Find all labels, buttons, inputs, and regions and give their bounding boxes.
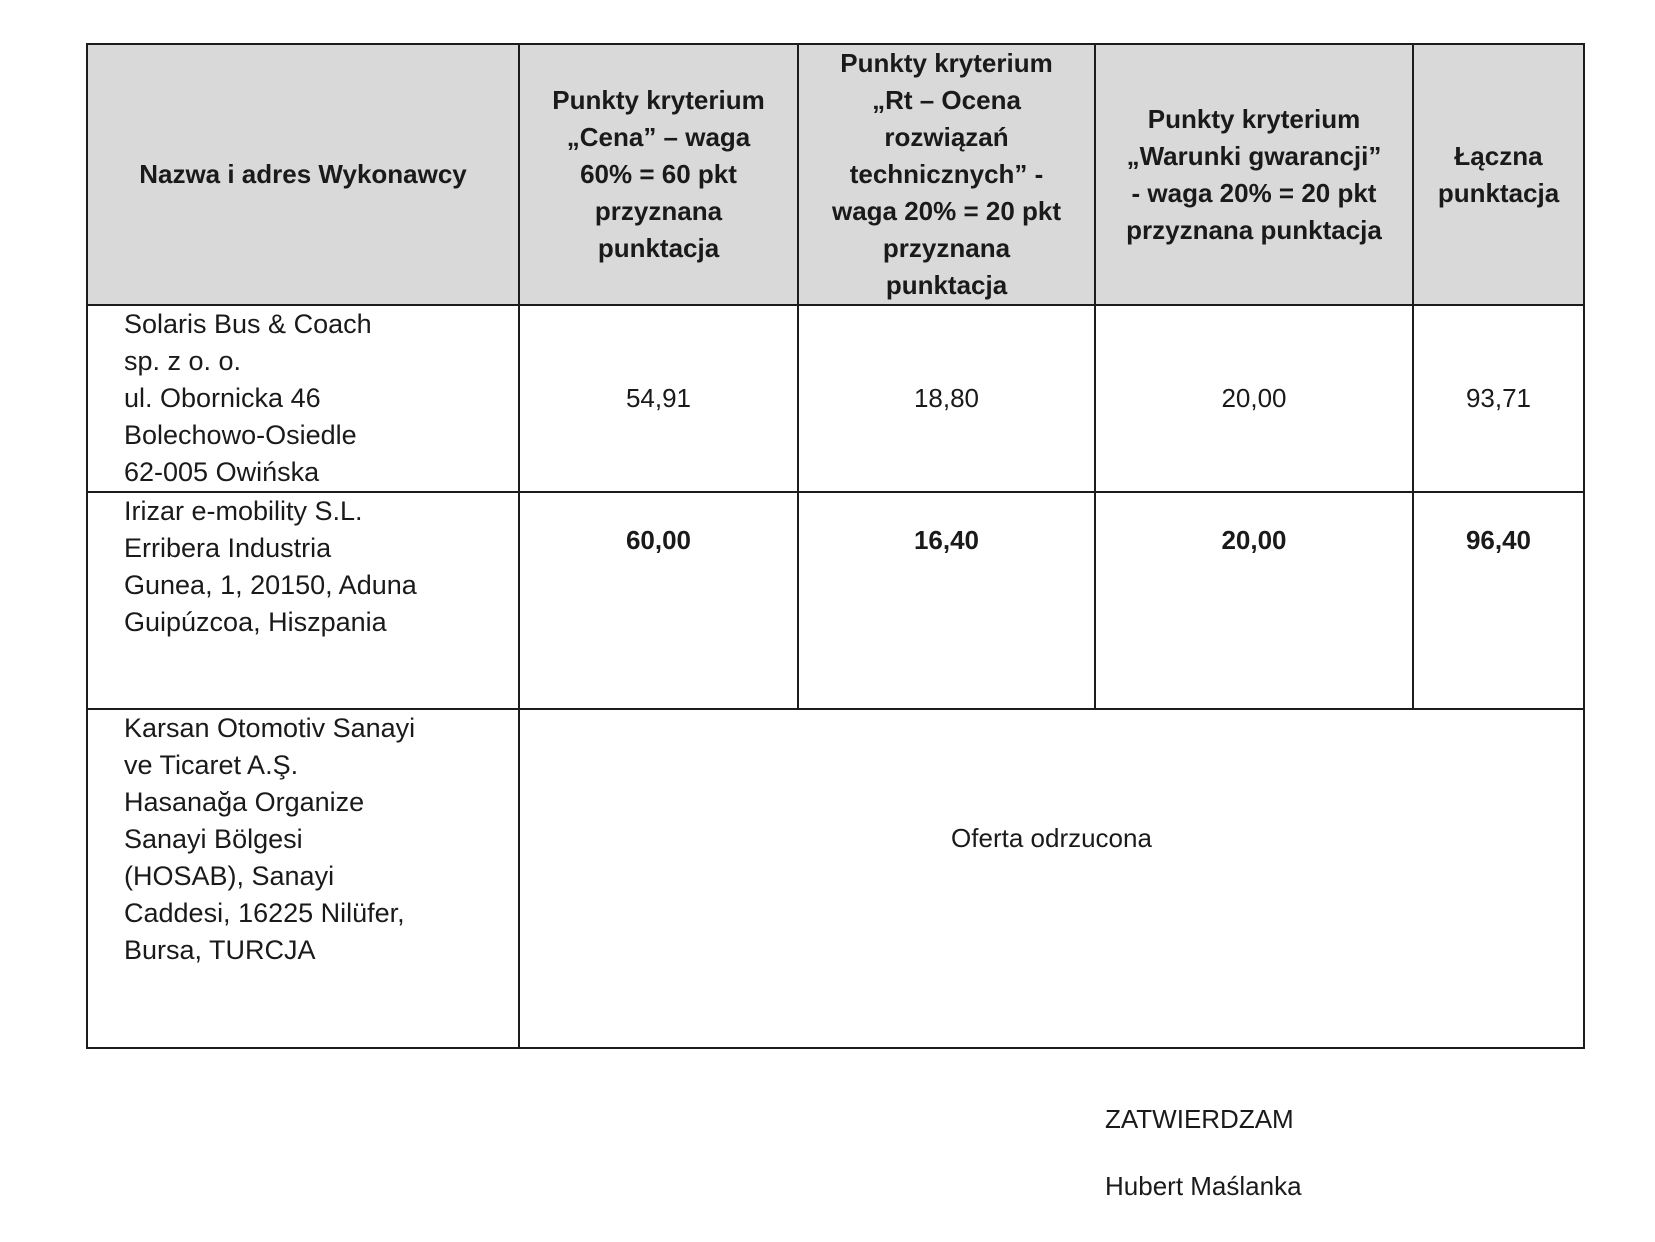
approval-signer: Hubert Maślanka — [1105, 1171, 1302, 1201]
table-row — [87, 492, 1584, 709]
contractor-address: Solaris Bus & Coach sp. z o. o. ul. Obornicka 46 Bolechowo-Osiedle 62-005 Owińska — [87, 305, 519, 492]
warranty-score: 20,00 — [1095, 305, 1413, 492]
header-row — [87, 44, 1584, 305]
header-warranty-criterion: Punkty kryterium „Warunki gwarancji” - waga 20% = 20 pkt przyznana punktacja — [1095, 44, 1413, 305]
total-score: 93,71 — [1413, 305, 1584, 492]
contractor-address: Irizar e-mobility S.L. Erribera Industria Gunea, 1, 20150, Aduna Guipúzcoa, Hiszpania — [87, 492, 519, 709]
warranty-score: 20,00 — [1095, 492, 1413, 709]
approval-label: ZATWIERDZAM — [1105, 1104, 1294, 1134]
header-technical-criterion: Punkty kryterium „Rt – Ocena rozwiązań technicznych” - waga 20% = 20 pkt przyznana punktacja — [798, 44, 1095, 305]
total-score: 96,40 — [1413, 492, 1584, 709]
contractor-address: Karsan Otomotiv Sanayi ve Ticaret A.Ş. Hasanağa Organize Sanayi Bölgesi (HOSAB), Sanayi Caddesi, 16225 Nilüfer, Bursa, TURCJA — [87, 709, 519, 1048]
technical-score: 16,40 — [798, 492, 1095, 709]
technical-score: 18,80 — [798, 305, 1095, 492]
table-row — [87, 709, 1584, 1048]
price-score: 60,00 — [519, 492, 798, 709]
evaluation-table — [86, 43, 1585, 1049]
price-score: 54,91 — [519, 305, 798, 492]
header-total-score: Łączna punktacja — [1413, 44, 1584, 305]
offer-rejected-note: Oferta odrzucona — [519, 709, 1584, 1048]
table-row — [87, 305, 1584, 492]
header-price-criterion: Punkty kryterium „Cena” – waga 60% = 60 pkt przyznana punktacja — [519, 44, 798, 305]
header-contractor-name: Nazwa i adres Wykonawcy — [87, 44, 519, 305]
